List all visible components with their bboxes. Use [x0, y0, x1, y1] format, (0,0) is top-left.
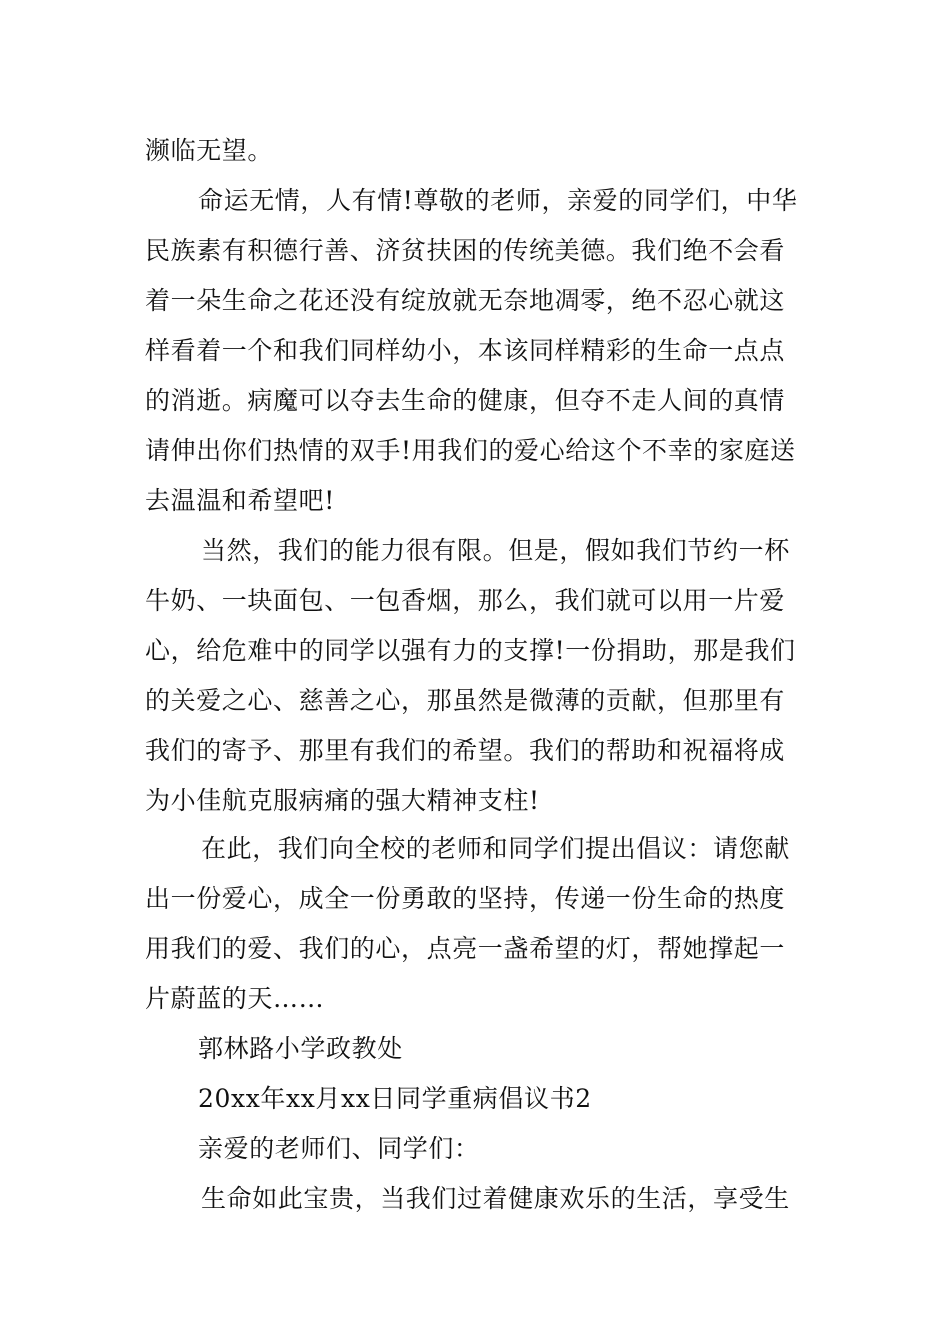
text-line: 样看着一个和我们同样幼小，本该同样精彩的生命一点点	[145, 336, 786, 365]
text-line: 片蔚蓝的天……	[145, 984, 325, 1013]
text-line: 的消逝。病魔可以夺去生命的健康，但夺不走人间的真情	[145, 386, 786, 415]
text-line: 我们的寄予、那里有我们的希望。我们的帮助和祝福将成	[145, 736, 786, 765]
text-line: 出一份爱心，成全一份勇敢的坚持，传递一份生命的热度	[145, 884, 786, 913]
text-line: 牛奶、一块面包、一包香烟，那么，我们就可以用一片爱	[145, 586, 786, 615]
text-line: 民族素有积德行善、济贫扶困的传统美德。我们绝不会看	[145, 236, 786, 265]
date-and-title: 20xx年xx月xx日同学重病倡议书2	[198, 1084, 592, 1113]
text-line: 着一朵生命之花还没有绽放就无奈地凋零，绝不忍心就这	[145, 286, 786, 315]
paragraph-first-line: 命运无情，人有情!尊敬的老师，亲爱的同学们，中华	[198, 186, 798, 215]
paragraph-first-line: 当然，我们的能力很有限。但是，假如我们节约一杯	[201, 536, 790, 565]
text-line: 请伸出你们热情的双手!用我们的爱心给这个不幸的家庭送	[145, 436, 796, 465]
text-line: 去温温和希望吧!	[145, 486, 335, 515]
text-line: 濒临无望。	[145, 136, 274, 165]
paragraph-first-line: 在此，我们向全校的老师和同学们提出倡议：请您献	[201, 834, 790, 863]
text-line: 为小佳航克服病痛的强大精神支柱!	[145, 786, 540, 815]
paragraph-first-line: 生命如此宝贵，当我们过着健康欢乐的生活，享受生	[201, 1184, 790, 1213]
salutation: 亲爱的老师们、同学们：	[198, 1134, 480, 1163]
text-line: 心，给危难中的同学以强有力的支撑!一份捐助，那是我们	[145, 636, 796, 665]
text-line: 的关爱之心、慈善之心，那虽然是微薄的贡献，但那里有	[145, 686, 786, 715]
signature-org: 郭林路小学政教处	[198, 1034, 403, 1063]
text-line: 用我们的爱、我们的心，点亮一盏希望的灯，帮她撑起一	[145, 934, 786, 963]
